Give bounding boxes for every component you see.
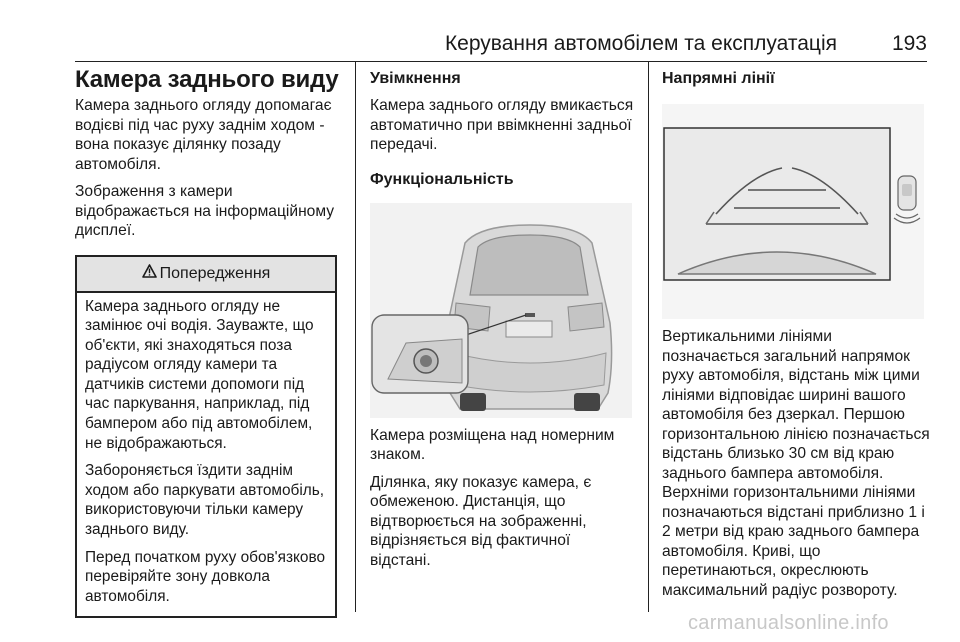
running-title: Керування автомобілем та експлуатація	[444, 32, 837, 55]
watermark: carmanualsonline.info	[688, 612, 889, 634]
column-1	[75, 62, 350, 618]
warning-box	[75, 255, 337, 619]
column-3	[662, 62, 930, 600]
paragraph: Камера заднього огляду вмикається автоматично при ввімкненні задньої передачі.	[370, 97, 634, 153]
section-title-rear-camera: Камера заднього виду	[75, 66, 339, 93]
running-head	[75, 32, 927, 62]
paragraph: Ділянка, яку показує камера, є обмеженою. Дистанція, що відтворюється на зображенні, відрізняється від фактичної відстані.	[370, 473, 592, 569]
paragraph: Зображення з камери відображається на інформаційному дисплеї.	[75, 183, 335, 239]
page-number: 193	[891, 32, 927, 55]
camera-display-guidelines-illustration	[662, 104, 924, 319]
warning-paragraph: Камера заднього огляду не замінює очі водія. Зауважте, що об'єкти, які знаходяться поза радіусом огляду камери та датчиків системи допомоги під час паркування, наприклад, під бампером або під автомобілем, не відображаються.	[85, 297, 314, 452]
column-2	[370, 62, 635, 570]
figure-caption: Камера розміщена над номерним знаком.	[370, 426, 615, 463]
car-rear-camera-illustration	[370, 203, 632, 418]
section-title-activation: Увімкнення	[370, 70, 461, 87]
column-divider-1	[355, 62, 356, 612]
paragraph: Вертикальними лініями позначається загальний напрямок руху автомобіля, відстань між цими лініями відповідає ширині вашого автомобіля без дзеркал. Першою горизонтальною лінією позначається відстань близько 30 см від краю заднього бампера автомобіля. Верхніми горизонтальними лініями позначаються відстані приблизно 1 і 2 метри від краю заднього бампера автомобіля. Криві, що перетинаються, окреслюють максимальний радіус розвороту.	[662, 328, 930, 599]
warning-triangle-icon	[142, 264, 157, 283]
warning-paragraph: Перед початком руху обов'язково перевіряйте зону довкола автомобіля.	[85, 548, 326, 605]
paragraph: Камера заднього огляду допомагає водієві під час руху заднім ходом - вона показує ділянку позаду автомобіля.	[75, 97, 332, 173]
warning-body	[77, 293, 335, 617]
warning-heading-text: Попередження	[159, 264, 271, 282]
section-title-functionality: Функціональність	[370, 170, 514, 188]
column-divider-2	[648, 62, 649, 612]
section-title-guidelines: Напрямні лінії	[662, 70, 775, 87]
warning-heading	[77, 257, 335, 293]
warning-paragraph: Забороняється їздити заднім ходом або паркувати автомобіль, використовуючи тільки камеру заднього виду.	[85, 462, 325, 539]
